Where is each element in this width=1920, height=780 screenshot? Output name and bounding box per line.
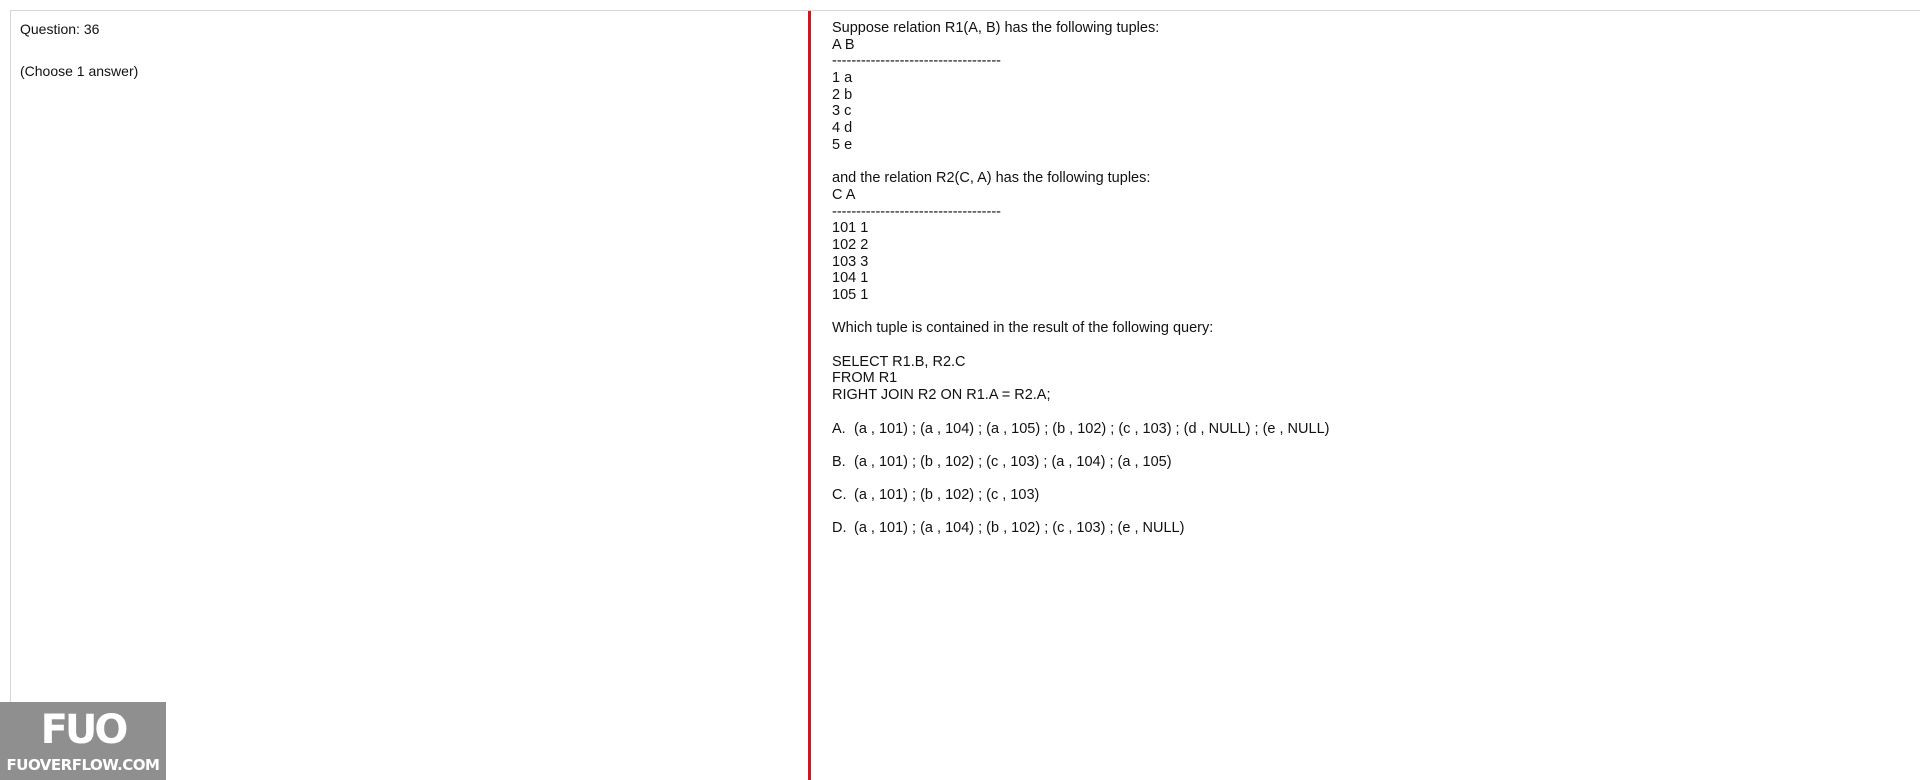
question-content-pane [832, 20, 1902, 537]
spacer [832, 504, 1902, 521]
option-text: (a , 101) ; (b , 102) ; (c , 103) [854, 486, 1040, 503]
spacer [832, 404, 1902, 421]
option-letter: A. [832, 420, 846, 437]
r2-row: 101 1 [832, 220, 869, 237]
query-intro: Which tuple is contained in the result of the following query: [832, 320, 1214, 337]
logo-mark: FUO [40, 707, 126, 753]
query-line: FROM R1 [832, 370, 898, 387]
option-text: (a , 101) ; (b , 102) ; (c , 103) ; (a , 104) ; (a , 105) [854, 453, 1172, 470]
query-line: SELECT R1.B, R2.C [832, 353, 966, 370]
answer-option-a[interactable] [832, 421, 1902, 438]
spacer [832, 154, 1902, 171]
option-text: (a , 101) ; (a , 104) ; (b , 102) ; (c , 103) ; (e , NULL) [854, 520, 1185, 537]
answer-option-c[interactable] [832, 487, 1902, 504]
r2-separator: ----------------------------------- [832, 203, 1002, 220]
option-text: (a , 101) ; (a , 104) ; (a , 105) ; (b , 102) ; (c , 103) ; (d , NULL) ; (e , NULL) [854, 420, 1330, 437]
r1-separator: ----------------------------------- [832, 53, 1002, 70]
spacer [832, 470, 1902, 487]
question-number: Question: 36 [20, 21, 100, 37]
answer-option-b[interactable] [832, 454, 1902, 471]
r1-header: A B [832, 36, 855, 53]
r2-row: 102 2 [832, 236, 869, 253]
option-letter: C. [832, 486, 847, 503]
r1-intro: Suppose relation R1(A, B) has the following tuples: [832, 20, 1160, 36]
logo-text: FUOVERFLOW.COM [6, 756, 160, 774]
r1-row: 4 d [832, 120, 853, 137]
answer-option-d[interactable] [832, 520, 1902, 537]
spacer [832, 304, 1902, 321]
spacer [832, 437, 1902, 454]
fuoverflow-logo [0, 702, 166, 780]
r2-row: 105 1 [832, 287, 869, 303]
r1-row: 2 b [832, 86, 853, 103]
query-line: RIGHT JOIN R2 ON R1.A = R2.A; [832, 387, 1051, 404]
r2-header: C A [832, 186, 856, 203]
r2-intro: and the relation R2(C, A) has the following tuples: [832, 170, 1151, 187]
option-letter: D. [832, 520, 847, 537]
r2-row: 103 3 [832, 253, 869, 270]
spacer [832, 337, 1902, 354]
choose-hint: (Choose 1 answer) [20, 63, 139, 79]
option-letter: B. [832, 453, 846, 470]
question-info-pane [10, 11, 809, 780]
pane-divider [808, 11, 811, 780]
r1-row: 3 c [832, 103, 852, 120]
r1-row: 1 a [832, 70, 853, 87]
r1-row: 5 e [832, 136, 853, 153]
r2-row: 104 1 [832, 270, 869, 287]
